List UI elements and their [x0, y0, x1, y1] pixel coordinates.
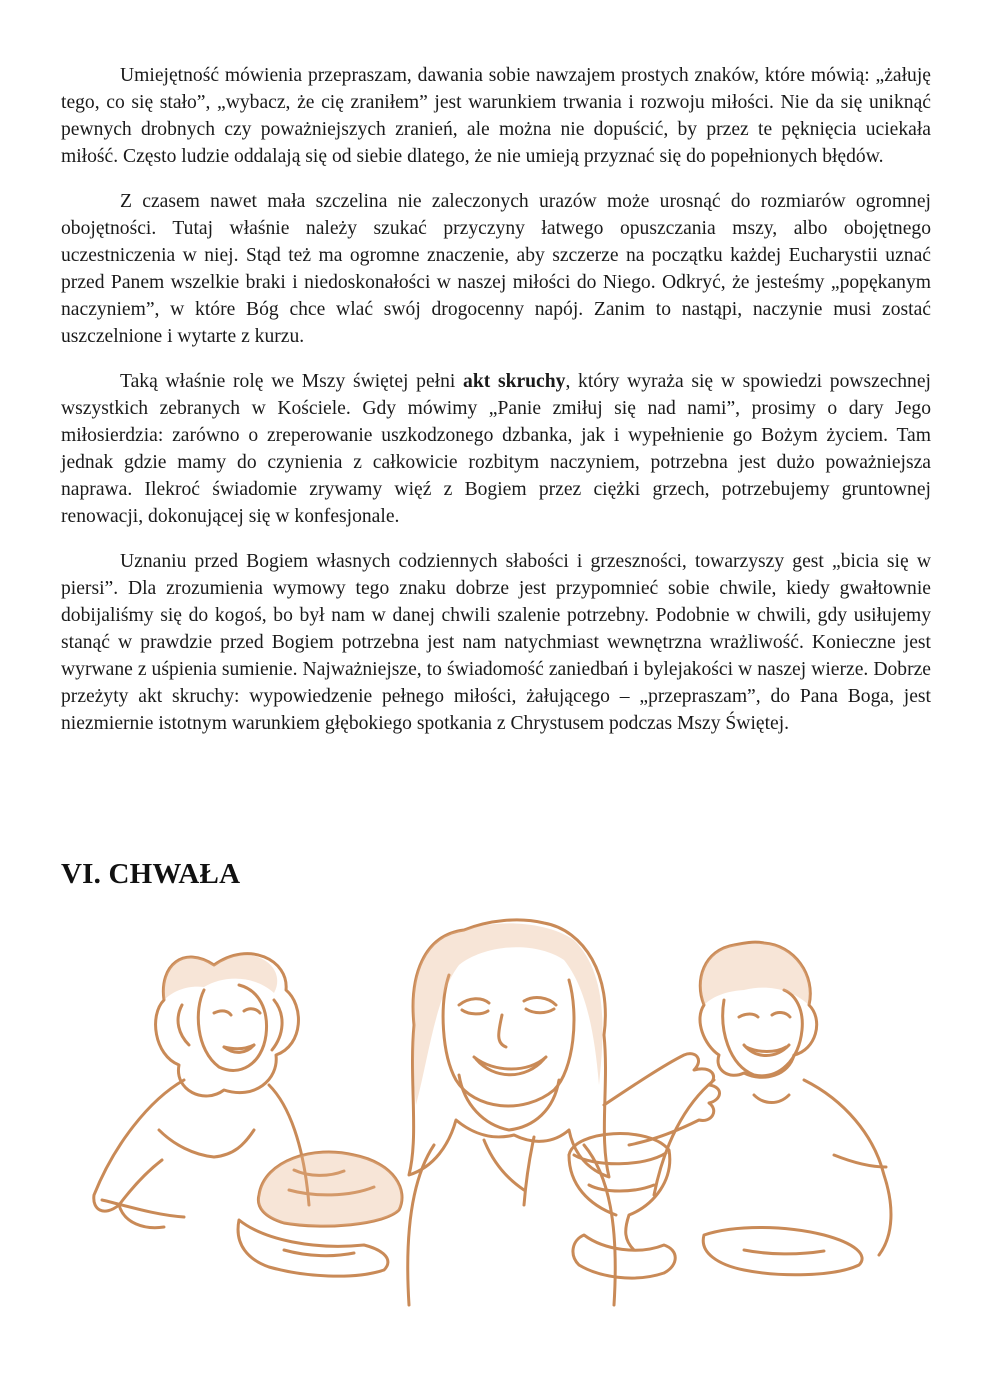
right-figure-body	[654, 1080, 714, 1195]
paragraph-1-text: Umiejętność mówienia przepraszam, dawania sobie nawzajem prostych znaków, które mówią: „żałuję tego, co się stało”, „wybacz, że cię zraniłem” jest warunkiem trwania i rozwoju miłości. Nie da się uniknąć pewnych drobnych czy poważniejszych zranień, ale można nie dopuścić, by przez te pęknięcia uciekała miłość. Często ludzie oddalają się od siebie dlatego, że nie umieją przyznać się do popełnionych błędów.	[61, 65, 931, 167]
paragraph-2-text: Z czasem nawet mała szczelina nie zaleczonych urazów może urosnąć do rozmiarów ogromnej obojętności. Tutaj właśnie należy szukać przyczyny łatwego opuszczania mszy, albo obojętnego uczestniczenia w niej. Stąd też ma ogromne znaczenie, aby szczerze na początku każdej Eucharystii uznać przed Panem wszelkie braki i niedoskonałości w naszej miłości do Niego. Odkryć, że jesteśmy „popękanym naczyniem”, w które Bóg chce wlać swój drogocenny napój. Zanim to nastąpi, naczynie musi zostać uszczelnione i wytarte z kurzu.	[61, 191, 931, 347]
right-figure-face	[723, 990, 803, 1076]
section-title: VI. CHWAŁA	[61, 858, 241, 890]
paragraph-3-text-end: , który wyraża się w spowiedzi powszechnej wszystkich zebranych w Kościele. Gdy mówimy „Panie zmiłuj się nad nami”, prosimy o dary Jego miłosierdzia: zarówno o zreperowanie uszkodzonego dzbanka, jak i wypełnienie go Bożym życiem. Tam jednak gdzie mamy do czynienia z całkowicie rozbitym naczyniem, potrzebna jest dużo poważniejsza naprawa. Ilekroć świadomie zrywamy więź z Bogiem przez ciężki grzech, potrzebujemy gruntownej renowacji, dokonującej się w konfesjonale.	[61, 371, 931, 527]
bread-hand	[238, 1220, 388, 1276]
left-figure-face	[198, 985, 266, 1070]
paragraph-4	[61, 548, 931, 737]
chalice-hand	[573, 1235, 675, 1278]
paragraph-3-text-start: Taką właśnie rolę we Mszy świętej pełni	[120, 371, 464, 392]
paragraph-3-bold-term: akt skruchy	[463, 371, 566, 392]
paragraph-2	[61, 188, 931, 350]
right-figure-open-hand	[703, 1228, 862, 1275]
center-figure-raised-hand	[604, 1054, 720, 1145]
paragraph-4-text: Uznaniu przed Bogiem własnych codziennych słabości i grzeszności, towarzyszy gest „bicia się w piersi”. Dla zrozumienia wymowy tego znaku dobrze jest przypomnieć sobie chwile, kiedy gwałtownie dobijaliśmy się do kogoś, bo był nam w danej chwili szalenie potrzebny. Podobnie w chwili, gdy usiłujemy stanąć w prawdzie przed Bogiem potrzebna jest nam natychmiast wewnętrzna wrażliwość. Konieczne jest wyrwane z uśpienia sumienie. Najważniejsze, to świadomość zaniedbań i bylejakości w naszej wierze. Dobrze przeżyty akt skruchy: wypowiedzenie pełnego miłości, żałującego – „przepraszam”, do Pana Boga, jest niezmiernie istotnym warunkiem głębokiego spotkania z Chrystusem podczas Mszy Świętej.	[61, 551, 931, 734]
paragraph-3	[61, 368, 931, 530]
paragraph-1	[61, 62, 931, 170]
left-figure-body	[94, 1080, 184, 1211]
three-figures-illustration	[64, 905, 934, 1315]
document-body	[61, 62, 931, 755]
three-figures-sharing-bread-and-cup-illustration	[64, 905, 934, 1315]
